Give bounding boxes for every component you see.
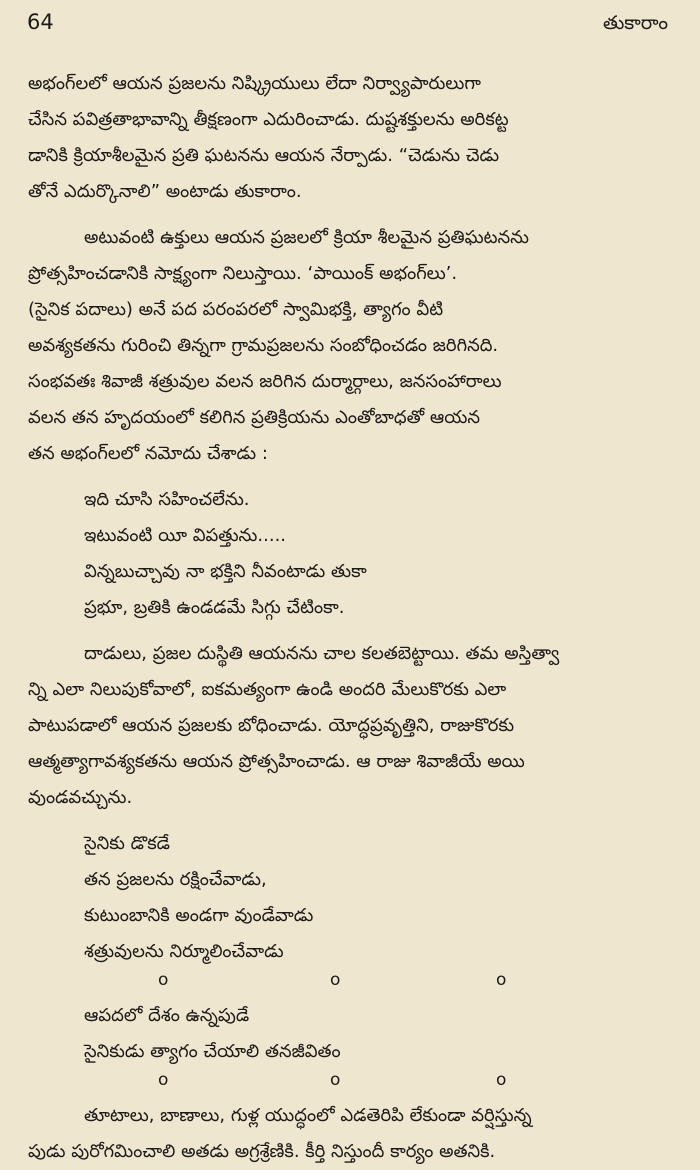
verse-1: [28, 482, 674, 626]
text-line: డానికి క్రియాశీలమైన ప్రతి ఘటనను ఆయన నేర్పాడు. “చెడును చెడు: [28, 145, 500, 166]
running-head: తుకారాం: [602, 12, 668, 34]
section-marker: o: [330, 1070, 341, 1090]
verse-line: ఆపదలో దేశం ఉన్నపుడే: [84, 1005, 250, 1026]
verse-line: ఇది చూసి సహించలేను.: [84, 489, 250, 510]
section-marker: o: [496, 1070, 507, 1090]
verse-line: విన్నబుచ్చావు నా భక్తిని నీవంటాడు తుకా: [84, 561, 367, 582]
text-line: వుండవచ్చును.: [28, 787, 133, 808]
paragraph-2: [28, 220, 674, 472]
text-line: (సైనిక పదాలు) అనే పద పరంపరలో స్వామిభక్తి, త్యాగం వీటి: [28, 299, 444, 320]
verse-2: [28, 826, 674, 970]
text-line: తూటాలు, బాణాలు, గుళ్ల యుద్ధంలో ఎడతెరిపి లేకుండా వర్షిస్తున్న: [84, 1105, 532, 1126]
verse-line: ప్రభూ, బ్రతికి ఉండడమే సిగ్గు చేటింకా.: [84, 597, 345, 618]
section-markers: [28, 1070, 674, 1098]
section-marker: o: [158, 970, 169, 990]
text-line: చేసిన పవిత్రతాభావాన్ని తీక్షణంగా ఎదురించాడు. దుష్టశక్తులను అరికట్ట: [28, 109, 509, 130]
verse-line: సైనికుడు త్యాగం చేయాలి తనజీవితం: [84, 1041, 341, 1062]
text-line: అవశ్యకతను గురించి తిన్నగా గ్రామప్రజలను సంబోధించడం జరిగినది.: [28, 335, 499, 356]
text-line: పాటుపడాలో ఆయన ప్రజలకు బోధించాడు. యోద్ధప్రవృత్తిని, రాజుకొరకు: [28, 715, 515, 736]
verse-line: తన ప్రజలను రక్షించేవాడు,: [84, 869, 267, 890]
verse-line: కుటుంబానికి అండగా వుండేవాడు: [84, 905, 314, 926]
paragraph-3: [28, 636, 674, 816]
verse-line: శత్రువులను నిర్మూలించేవాడు: [84, 941, 284, 962]
verse-3: [28, 998, 674, 1070]
text-line: దాడులు, ప్రజల దుస్థితి ఆయనను చాల కలతబెట్టాయి. తమ అస్తిత్వా: [84, 643, 560, 664]
text-line: వలన తన హృదయంలో కలిగిన ప్రతిక్రియను ఎంతోబాధతో ఆయన: [28, 407, 481, 428]
verse-line: ఇటువంటి యీ విపత్తును.....: [84, 525, 287, 546]
text-line: పుడు పురోగమించాలి అతడు అగ్రశ్రేణికి. కీర్తి నిస్తుందీ కార్యం అతనికి.: [28, 1141, 496, 1162]
text-line: సంభవతః శివాజీ శత్రువుల వలన జరిగిన దుర్మార్గాలు, జనసంహారాలు: [28, 371, 502, 392]
page-number: 64: [27, 10, 54, 34]
text-line: ఆత్మత్యాగావశ్యకతను ఆయన ప్రోత్సహించాడు. ఆ రాజు శివాజీయే అయి: [28, 751, 525, 772]
page-header: [0, 10, 700, 40]
section-markers: [28, 970, 674, 998]
verse-line: సైనికు డొకడే: [84, 833, 170, 854]
text-line: ప్రోత్సహించడానికి సాక్ష్యంగా నిలుస్తాయి. ‘పాయింక్ అభంగ్‌లు’.: [28, 263, 458, 284]
section-marker: o: [496, 970, 507, 990]
text-line: అభంగ్‌లలో ఆయన ప్రజలను నిష్క్రియులు లేదా నిర్వ్యాపారులుగా: [28, 73, 481, 94]
section-marker: o: [330, 970, 341, 990]
text-line: తోనే ఎదుర్కొనాలి” అంటాడు తుకారాం.: [28, 181, 302, 202]
page-body: [28, 66, 674, 1170]
text-line: తన అభంగ్‌లలో నమోదు చేశాడు :: [28, 443, 268, 464]
section-marker: o: [158, 1070, 169, 1090]
paragraph-1: [28, 66, 674, 210]
text-line: న్ని ఎలా నిలుపుకోవాలో, ఐకమత్యంగా ఉండి అందరి మేలుకొరకు ఎలా: [28, 679, 507, 700]
text-line: అటువంటి ఉక్తులు ఆయన ప్రజలలో క్రియా శీలమైన ప్రతిఘటనను: [84, 227, 530, 248]
paragraph-4: [28, 1098, 674, 1170]
